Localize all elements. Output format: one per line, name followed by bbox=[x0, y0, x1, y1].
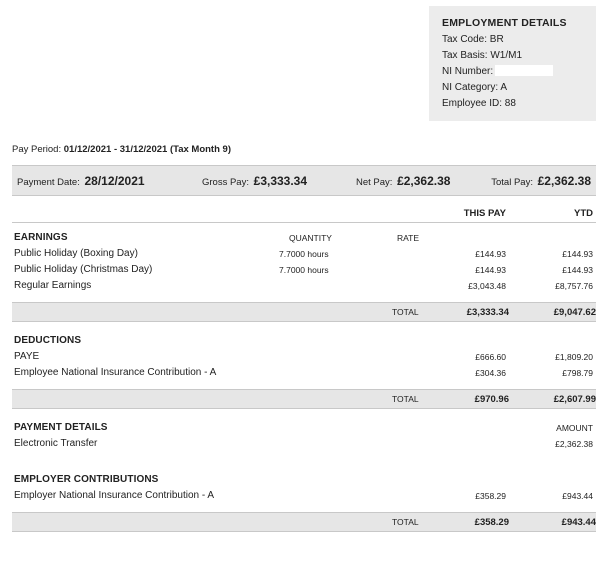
deductions-total-this-pay: £970.96 bbox=[474, 394, 509, 405]
ytd-header: YTD bbox=[574, 208, 593, 219]
ni-number-row bbox=[442, 64, 596, 80]
earnings-row-quantity: 7.7000 hours bbox=[279, 265, 329, 275]
earnings-total-ytd: £9,047.62 bbox=[553, 307, 596, 318]
payment-date-label: Payment Date: bbox=[17, 177, 80, 188]
deductions-row-label: PAYE bbox=[14, 351, 40, 362]
employee-id: Employee ID: 88 bbox=[442, 98, 516, 109]
earnings-row-label: Public Holiday (Boxing Day) bbox=[14, 248, 138, 259]
payment-date-value: 28/12/2021 bbox=[84, 174, 145, 188]
employment-details-title: EMPLOYMENT DETAILS bbox=[442, 17, 567, 29]
tax-basis: Tax Basis: W1/M1 bbox=[442, 50, 523, 61]
gross-pay-label: Gross Pay: bbox=[202, 177, 249, 188]
deductions-total-row bbox=[12, 389, 596, 409]
pay-period bbox=[12, 144, 231, 155]
net-pay-value: £2,362.38 bbox=[397, 174, 451, 188]
total-label: TOTAL bbox=[392, 394, 419, 404]
employer-contributions-title: EMPLOYER CONTRIBUTIONS bbox=[14, 474, 159, 485]
deductions-total-ytd: £2,607.99 bbox=[553, 394, 596, 405]
gross-pay-value: £3,333.34 bbox=[253, 174, 308, 188]
payment-method: Electronic Transfer bbox=[14, 438, 98, 449]
deductions-row-ytd: £798.79 bbox=[562, 368, 593, 378]
deductions-row-this-pay: £666.60 bbox=[475, 352, 506, 362]
employment-details-panel bbox=[429, 6, 596, 121]
gross-pay bbox=[202, 174, 307, 188]
pay-period-label: Pay Period: bbox=[12, 144, 62, 155]
net-pay bbox=[356, 174, 450, 188]
employer-row-this-pay: £358.29 bbox=[475, 491, 506, 501]
pay-period-value: 01/12/2021 - 31/12/2021 (Tax Month 9) bbox=[63, 144, 231, 155]
deductions-row-ytd: £1,809.20 bbox=[555, 352, 593, 362]
employer-total-this-pay: £358.29 bbox=[474, 517, 509, 528]
deductions-row-label: Employee National Insurance Contribution - A bbox=[14, 367, 217, 378]
quantity-header: QUANTITY bbox=[289, 233, 332, 243]
pay-summary-bar bbox=[12, 165, 596, 196]
earnings-row-label: Regular Earnings bbox=[14, 280, 92, 291]
ni-number-label: NI Number: bbox=[442, 66, 494, 77]
employer-total-row bbox=[12, 512, 596, 532]
this-pay-header: THIS PAY bbox=[463, 208, 506, 219]
earnings-row-label: Public Holiday (Christmas Day) bbox=[14, 264, 153, 275]
earnings-total-this-pay: £3,333.34 bbox=[466, 307, 509, 318]
total-pay-value: £2,362.38 bbox=[537, 174, 591, 188]
earnings-row-ytd: £144.93 bbox=[562, 249, 593, 259]
earnings-total-row bbox=[12, 302, 596, 322]
net-pay-label: Net Pay: bbox=[356, 177, 393, 188]
rate-header: RATE bbox=[397, 233, 420, 243]
ni-number-redacted bbox=[495, 65, 553, 76]
ni-category: NI Category: A bbox=[442, 82, 508, 93]
tax-code: Tax Code: BR bbox=[442, 34, 504, 45]
earnings-row-this-pay: £3,043.48 bbox=[468, 281, 506, 291]
total-pay bbox=[491, 174, 591, 188]
earnings-row-this-pay: £144.93 bbox=[475, 249, 506, 259]
earnings-row-this-pay: £144.93 bbox=[475, 265, 506, 275]
divider bbox=[12, 222, 596, 223]
payment-amount: £2,362.38 bbox=[555, 439, 593, 449]
employer-total-ytd: £943.44 bbox=[561, 517, 596, 528]
payment-details-title: PAYMENT DETAILS bbox=[14, 422, 108, 433]
earnings-row-ytd: £8,757.76 bbox=[555, 281, 593, 291]
total-pay-label: Total Pay: bbox=[491, 177, 533, 188]
employer-row-ytd: £943.44 bbox=[562, 491, 593, 501]
deductions-title: DEDUCTIONS bbox=[14, 335, 82, 346]
payment-date bbox=[17, 174, 145, 188]
deductions-row-this-pay: £304.36 bbox=[475, 368, 506, 378]
earnings-title: EARNINGS bbox=[14, 232, 68, 243]
employer-row-label: Employer National Insurance Contribution - A bbox=[14, 490, 215, 501]
earnings-row-ytd: £144.93 bbox=[562, 265, 593, 275]
total-label: TOTAL bbox=[392, 307, 419, 317]
amount-header: AMOUNT bbox=[556, 423, 593, 433]
earnings-row-quantity: 7.7000 hours bbox=[279, 249, 329, 259]
total-label: TOTAL bbox=[392, 517, 419, 527]
